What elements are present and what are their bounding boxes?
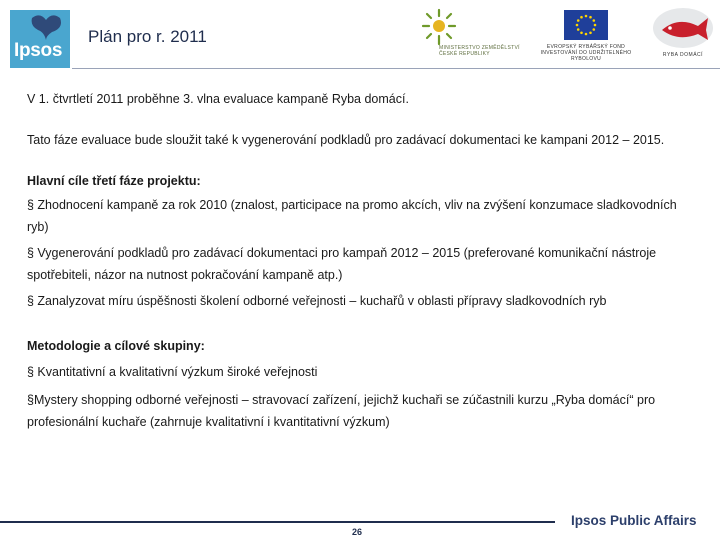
page-title: Plán pro r. 2011 [88, 27, 207, 46]
eu-fund-logo [530, 8, 642, 68]
eu-flag-icon [564, 10, 608, 40]
fish-icon [650, 6, 716, 50]
goal-item: § Vygenerování podkladů pro zadávací dokumentaci pro kampaň 2012 – 2015 (preferované komunikační nástroje spotřebiteli, názor na nutnost pokračování kampaně atp.) [27, 246, 657, 282]
footer-brand: Ipsos Public Affairs [571, 513, 697, 528]
ipsos-emblem-icon [30, 14, 68, 42]
eu-fund-logo-text: EVROPSKÝ RYBÁŘSKÝ FOND INVESTOVÁNÍ DO UDRŽITELNÉHO RYBOLOVU [540, 44, 632, 62]
ipsos-logo-text: Ipsos [14, 40, 63, 61]
wheat-sun-icon [419, 8, 459, 48]
ipsos-logo [10, 10, 70, 68]
method-item: § Kvantitativní a kvalitativní výzkum široké veřejnosti [27, 365, 318, 379]
footer-divider [0, 521, 555, 523]
methods-heading: Metodologie a cílové skupiny: [27, 339, 205, 353]
goals-heading: Hlavní cíle třetí fáze projektu: [27, 174, 201, 188]
purpose-text: Tato fáze evaluace bude sloužit také k vygenerování podkladů pro zadávací dokumentaci ke kampani 2012 – 2015. [27, 133, 665, 147]
goal-item: § Zhodnocení kampaně za rok 2010 (znalost, participace na promo akcích, vliv na zvýšení konzumace sladkovodních ryb) [27, 198, 677, 234]
ministry-logo-text: MINISTERSTVO ZEMĚDĚLSTVÍ ČESKÉ REPUBLIKY [439, 45, 520, 57]
goal-item: § Zanalyzovat míru úspěšnosti školení odborné veřejnosti – kuchařů v oblasti přípravy sladkovodních ryb [27, 294, 607, 308]
campaign-logo-text: RYBA DOMÁCÍ [662, 52, 704, 58]
slide-content [27, 88, 687, 433]
campaign-logo [650, 6, 716, 66]
page-number: 26 [352, 527, 363, 537]
intro-text: V 1. čtvrtletí 2011 proběhne 3. vlna evaluace kampaně Ryba domácí. [27, 92, 409, 106]
method-item: §Mystery shopping odborné veřejnosti – stravovací zařízení, jejichž kuchaři se zúčastnili kurzu „Ryba domácí“ pro profesionální kuchaře (zahrnuje kvalitativní i kvantitativní výzkum) [27, 393, 656, 429]
title-divider [72, 68, 720, 69]
ministry-logo [415, 8, 535, 68]
